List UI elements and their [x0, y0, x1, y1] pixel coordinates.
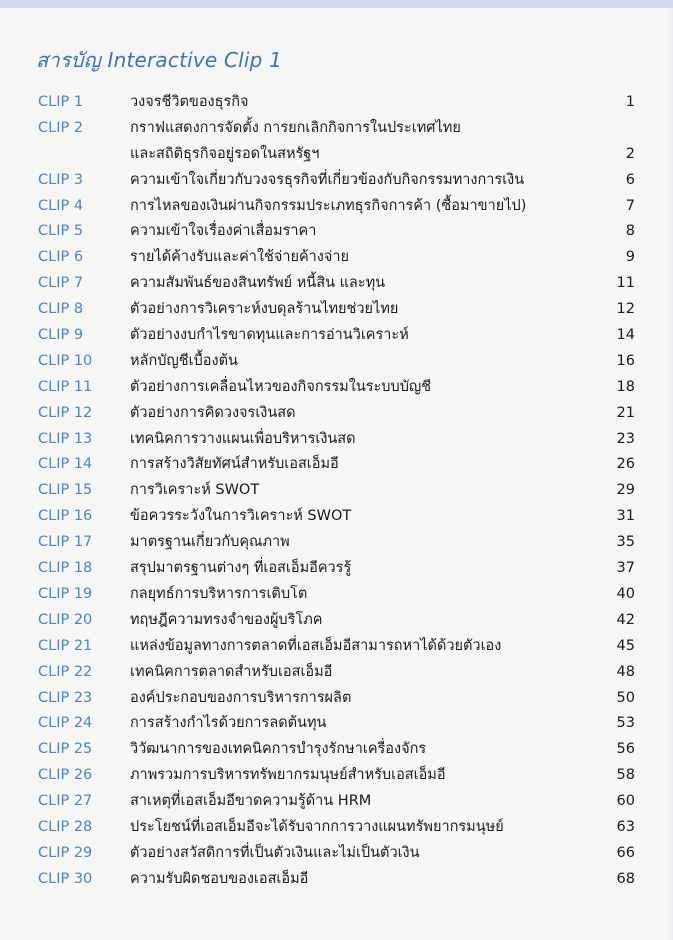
entry-title [130, 478, 600, 504]
entry-title-line: ตัวอย่างงบกำไรขาดทุนและการอ่านวิเคราะห์ [130, 327, 409, 344]
entry-title-line: วงจรชีวิตของธุรกิจ [130, 94, 249, 110]
entry-title-line: สาเหตุที่เอสเอ็มอีขาดความรู้ด้าน HRM [130, 793, 372, 810]
entry-title [130, 297, 600, 323]
entry-title [130, 556, 600, 582]
toc-entry[interactable] [0, 504, 673, 530]
clip-label: CLIP 30 [38, 870, 93, 887]
entry-title [130, 841, 600, 867]
toc-entry[interactable] [0, 737, 673, 763]
toc-entry[interactable] [0, 582, 673, 608]
entry-title [130, 737, 600, 763]
top-band [0, 0, 673, 8]
entry-title [130, 452, 600, 478]
entry-title-line: ความรับผิดชอบของเอสเอ็มอี [130, 870, 309, 887]
entry-title [130, 401, 600, 427]
page-number: 7 [625, 197, 635, 214]
toc-entry[interactable] [0, 90, 673, 116]
entry-title-line: ความเข้าใจเกี่ยวกับวงจรธุรกิจที่เกี่ยวข้องกับกิจกรรมทางการเงิน [130, 171, 525, 188]
entry-title [130, 323, 600, 349]
entry-title [130, 763, 600, 789]
entry-title [130, 90, 600, 116]
toc-entry[interactable] [0, 427, 673, 453]
page-number: 18 [616, 378, 635, 395]
page-number: 6 [625, 171, 635, 188]
entry-title-line: เทคนิคการวางแผนเพื่อบริหารเงินสด [130, 430, 356, 447]
clip-label: CLIP 21 [38, 637, 93, 654]
entry-title [130, 116, 600, 168]
entry-title [130, 271, 600, 297]
toc-entry[interactable] [0, 168, 673, 194]
clip-label: CLIP 24 [38, 715, 93, 732]
page-number: 2 [625, 145, 635, 162]
page-number: 11 [616, 275, 635, 292]
entry-title-line: การวิเคราะห์ SWOT [130, 482, 260, 499]
page-number: 1 [625, 94, 635, 110]
page-number: 50 [616, 689, 635, 706]
toc-entry[interactable] [0, 711, 673, 737]
clip-label: CLIP 16 [38, 508, 93, 525]
entry-title [130, 349, 600, 375]
page-number: 9 [625, 249, 635, 266]
toc-entry[interactable] [0, 219, 673, 245]
entry-title [130, 789, 600, 815]
toc-entry[interactable] [0, 530, 673, 556]
entry-title [130, 660, 600, 686]
clip-label: CLIP 14 [38, 456, 93, 473]
clip-label: CLIP 28 [38, 818, 93, 835]
clip-label: CLIP 22 [38, 663, 93, 680]
entry-title-line: องค์ประกอบของการบริหารการผลิต [130, 689, 352, 706]
entry-title-line: ตัวอย่างการเคลื่อนไหวของกิจกรรมในระบบบัญชี [130, 378, 432, 395]
entry-title [130, 686, 600, 712]
clip-label: CLIP 18 [38, 560, 93, 577]
entry-title-line: ภาพรวมการบริหารทรัพยากรมนุษย์สำหรับเอสเอ็มอี [130, 767, 446, 784]
page-number: 31 [616, 508, 635, 525]
entry-title [130, 219, 600, 245]
page-number: 35 [616, 534, 635, 551]
entry-title [130, 711, 600, 737]
entry-title-line: รายได้ค้างรับและค่าใช้จ่ายค้างจ่าย [130, 249, 350, 266]
clip-label: CLIP 29 [38, 844, 93, 861]
toc-entry[interactable] [0, 375, 673, 401]
clip-label: CLIP 11 [38, 378, 93, 395]
toc-entry[interactable] [0, 608, 673, 634]
entry-title-line: วิวัฒนาการของเทคนิคการบำรุงรักษาเครื่องจักร [130, 741, 427, 758]
entry-title-line: ทฤษฎีความทรงจำของผู้บริโภค [130, 611, 323, 628]
page-number: 40 [616, 585, 635, 602]
toc-entry[interactable] [0, 478, 673, 504]
page-number: 26 [616, 456, 635, 473]
clip-label: CLIP 26 [38, 767, 93, 784]
page-number: 42 [616, 611, 635, 628]
page-number: 16 [616, 352, 635, 369]
entry-title-line: ประโยชน์ที่เอสเอ็มอีจะได้รับจากการวางแผนทรัพยากรมนุษย์ [130, 818, 504, 835]
toc-entry[interactable] [0, 556, 673, 582]
clip-label: CLIP 1 [38, 94, 84, 110]
page-number: 29 [616, 482, 635, 499]
entry-title [130, 375, 600, 401]
entry-title-line: ความเข้าใจเรื่องค่าเสื่อมราคา [130, 223, 317, 240]
toc-entry[interactable] [0, 686, 673, 712]
clip-label: CLIP 8 [38, 301, 84, 318]
entry-title [130, 168, 600, 194]
entry-title-line: ตัวอย่างการวิเคราะห์งบดุลร้านไทยช่วยไทย [130, 301, 399, 318]
clip-label: CLIP 2 [38, 119, 84, 136]
toc-entry[interactable] [0, 194, 673, 220]
entry-title-line: การสร้างวิสัยทัศน์สำหรับเอสเอ็มอี [130, 456, 339, 473]
clip-label: CLIP 4 [38, 197, 84, 214]
page-number: 53 [616, 715, 635, 732]
page-number: 12 [616, 301, 635, 318]
entry-title-line: ข้อควรระวังในการวิเคราะห์ SWOT [130, 508, 352, 525]
toc-entry[interactable] [0, 116, 673, 168]
entry-title [130, 504, 600, 530]
entry-title-line: ตัวอย่างสวัสดิการที่เป็นตัวเงินและไม่เป็นตัวเงิน [130, 844, 420, 861]
entry-title-line: กราฟแสดงการจัดตั้ง การยกเลิกกิจการในประเทศไทย [130, 119, 461, 136]
clip-label: CLIP 10 [38, 352, 93, 369]
entry-title-line: ความสัมพันธ์ของสินทรัพย์ หนี้สิน และทุน [130, 275, 386, 292]
toc-entry[interactable] [0, 789, 673, 815]
clip-label: CLIP 17 [38, 534, 93, 551]
toc-entry[interactable] [0, 349, 673, 375]
entry-title-line: การไหลของเงินผ่านกิจกรรมประเภทธุรกิจการค้า (ซื้อมาขายไป) [130, 197, 527, 214]
toc-list [0, 90, 673, 893]
toc-entry[interactable] [0, 323, 673, 349]
clip-label: CLIP 23 [38, 689, 93, 706]
page-number: 14 [616, 327, 635, 344]
page-number: 37 [616, 560, 635, 577]
entry-title [130, 245, 600, 271]
clip-label: CLIP 27 [38, 793, 93, 810]
entry-title-line: มาตรฐานเกี่ยวกับคุณภาพ [130, 534, 290, 551]
page-number: 48 [616, 663, 635, 680]
page-title: สารบัญ Interactive Clip 1 [36, 48, 283, 72]
clip-label: CLIP 7 [38, 275, 84, 292]
entry-title [130, 194, 600, 220]
page-number: 63 [616, 818, 635, 835]
page-number: 68 [616, 870, 635, 887]
toc-entry[interactable] [0, 634, 673, 660]
entry-title-line: สรุปมาตรฐานต่างๆ ที่เอสเอ็มอีควรรู้ [130, 560, 352, 577]
toc-entry[interactable] [0, 271, 673, 297]
clip-label: CLIP 19 [38, 585, 93, 602]
toc-entry[interactable] [0, 815, 673, 841]
entry-title-line: กลยุทธ์การบริหารการเติบโต [130, 585, 308, 602]
clip-label: CLIP 25 [38, 741, 93, 758]
entry-title-line: หลักบัญชีเบื้องต้น [130, 352, 238, 369]
entry-title [130, 530, 600, 556]
clip-label: CLIP 5 [38, 223, 84, 240]
entry-title [130, 582, 600, 608]
entry-title-line: เทคนิคการตลาดสำหรับเอสเอ็มอี [130, 663, 333, 680]
clip-label: CLIP 6 [38, 249, 84, 266]
entry-title-line: และสถิติธุรกิจอยู่รอดในสหรัฐฯ [130, 145, 320, 162]
toc-entry[interactable] [0, 841, 673, 867]
entry-title-line: ตัวอย่างการคิดวงจรเงินสด [130, 404, 296, 421]
clip-label: CLIP 3 [38, 171, 84, 188]
entry-title [130, 634, 600, 660]
page-number: 23 [616, 430, 635, 447]
toc-entry[interactable] [0, 401, 673, 427]
clip-label: CLIP 20 [38, 611, 93, 628]
clip-label: CLIP 15 [38, 482, 93, 499]
entry-title-line: แหล่งข้อมูลทางการตลาดที่เอสเอ็มอีสามารถหาได้ด้วยตัวเอง [130, 637, 502, 654]
page-number: 58 [616, 767, 635, 784]
entry-title-line: การสร้างกำไรด้วยการลดต้นทุน [130, 715, 327, 732]
toc-entry[interactable] [0, 297, 673, 323]
page-number: 66 [616, 844, 635, 861]
toc-entry[interactable] [0, 660, 673, 686]
entry-title [130, 815, 600, 841]
entry-title [130, 608, 600, 634]
clip-label: CLIP 12 [38, 404, 93, 421]
toc-entry[interactable] [0, 763, 673, 789]
entry-title [130, 867, 600, 893]
clip-label: CLIP 13 [38, 430, 93, 447]
toc-entry[interactable] [0, 452, 673, 478]
page-number: 60 [616, 793, 635, 810]
clip-label: CLIP 9 [38, 327, 84, 344]
page-number: 8 [625, 223, 635, 240]
toc-entry[interactable] [0, 867, 673, 893]
entry-title [130, 427, 600, 453]
page-number: 21 [616, 404, 635, 421]
page-number: 56 [616, 741, 635, 758]
page-number: 45 [616, 637, 635, 654]
toc-entry[interactable] [0, 245, 673, 271]
